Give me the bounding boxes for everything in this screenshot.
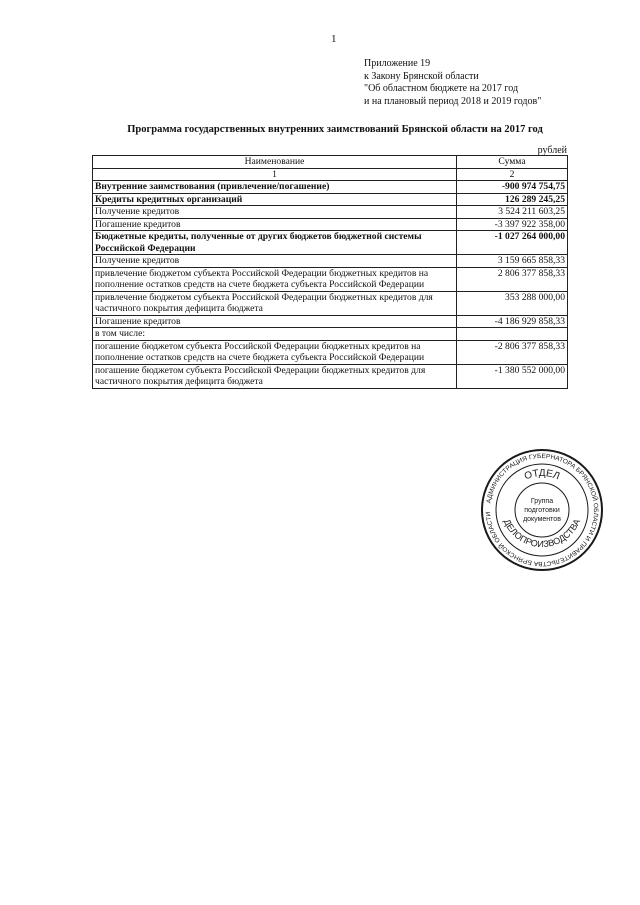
- row-name: Погашение кредитов: [93, 218, 457, 231]
- table-row: [93, 206, 568, 219]
- row-name: Бюджетные кредиты, полученные от других бюджетов бюджетной системы Российской Федерации: [93, 231, 457, 255]
- row-amount: 353 288 000,00: [457, 291, 568, 315]
- row-amount: -1 380 552 000,00: [457, 364, 568, 388]
- row-name: Внутренние заимствования (привлечение/погашение): [93, 181, 457, 194]
- row-amount: -2 806 377 858,33: [457, 340, 568, 364]
- table-row: [93, 364, 568, 388]
- table-row: [93, 231, 568, 255]
- stamp-center-line-2: подготовки: [524, 507, 560, 514]
- table-row: [93, 291, 568, 315]
- index-col-2: 2: [457, 168, 568, 181]
- table-row: [93, 340, 568, 364]
- row-name: Получение кредитов: [93, 206, 457, 219]
- row-name: погашение бюджетом субъекта Российской Федерации бюджетных кредитов на пополнение остатков средств на счете бюджета субъекта Российской Федерации: [93, 340, 457, 364]
- annex-note: [364, 58, 541, 108]
- document-title: Программа государственных внутренних заимствований Брянской области на 2017 год: [127, 124, 543, 135]
- row-amount: [457, 328, 568, 341]
- header-amount: Сумма: [457, 156, 568, 169]
- row-name: Погашение кредитов: [93, 315, 457, 328]
- borrowing-table: [92, 155, 568, 389]
- table-index-row: [93, 168, 568, 181]
- annex-line-2: к Закону Брянской области: [364, 70, 479, 82]
- table-row: [93, 267, 568, 291]
- stamp-middle-bottom: ДЕЛОПРОИЗВОДСТВА: [501, 517, 583, 550]
- row-amount: -4 186 929 858,33: [457, 315, 568, 328]
- annex-line-1: Приложение 19: [364, 58, 431, 69]
- table-row: [93, 328, 568, 341]
- row-name: Получение кредитов: [93, 255, 457, 268]
- stamp-center-line-3: документов: [523, 516, 561, 523]
- row-name: в том числе:: [93, 328, 457, 341]
- row-name: привлечение бюджетом субъекта Российской Федерации бюджетных кредитов на пополнение остатков средств на счете бюджета субъекта Российской Федерации: [93, 267, 457, 291]
- office-stamp: [480, 448, 604, 572]
- row-name: привлечение бюджетом субъекта Российской Федерации бюджетных кредитов для частичного покрытия дефицита бюджета: [93, 291, 457, 315]
- unit-label: рублей: [537, 145, 567, 156]
- annex-line-4: и на плановый период 2018 и 2019 годов": [364, 95, 542, 107]
- stamp-outer-text: АДМИНИСТРАЦИЯ ГУБЕРНАТОРА БРЯНСКОЙ ОБЛАСТИ И ПРАВИТЕЛЬСТВА БРЯНСКОЙ ОБЛАСТИ: [485, 452, 600, 568]
- row-amount: 3 524 211 603,25: [457, 206, 568, 219]
- row-amount: -3 397 922 358,00: [457, 218, 568, 231]
- table-row: [93, 255, 568, 268]
- stamp-center-line-1: Группа: [530, 498, 554, 505]
- table-header-row: [93, 156, 568, 169]
- page-number: 1: [331, 33, 337, 45]
- row-name: Кредиты кредитных организаций: [93, 193, 457, 206]
- row-amount: 2 806 377 858,33: [457, 267, 568, 291]
- row-amount: 3 159 665 858,33: [457, 255, 568, 268]
- header-name: Наименование: [93, 156, 457, 169]
- table-row: [93, 193, 568, 206]
- stamp-middle-top: ОТДЕЛ: [523, 467, 562, 483]
- row-amount: 126 289 245,25: [457, 193, 568, 206]
- row-amount: -900 974 754,75: [457, 181, 568, 194]
- table-row: [93, 315, 568, 328]
- row-name: погашение бюджетом субъекта Российской Федерации бюджетных кредитов для частичного покрытия дефицита бюджета: [93, 364, 457, 388]
- row-amount: -1 027 264 000,00: [457, 231, 568, 255]
- index-col-1: 1: [93, 168, 457, 181]
- table-row: [93, 181, 568, 194]
- table-row: [93, 218, 568, 231]
- annex-line-3: "Об областном бюджете на 2017 год: [364, 83, 519, 94]
